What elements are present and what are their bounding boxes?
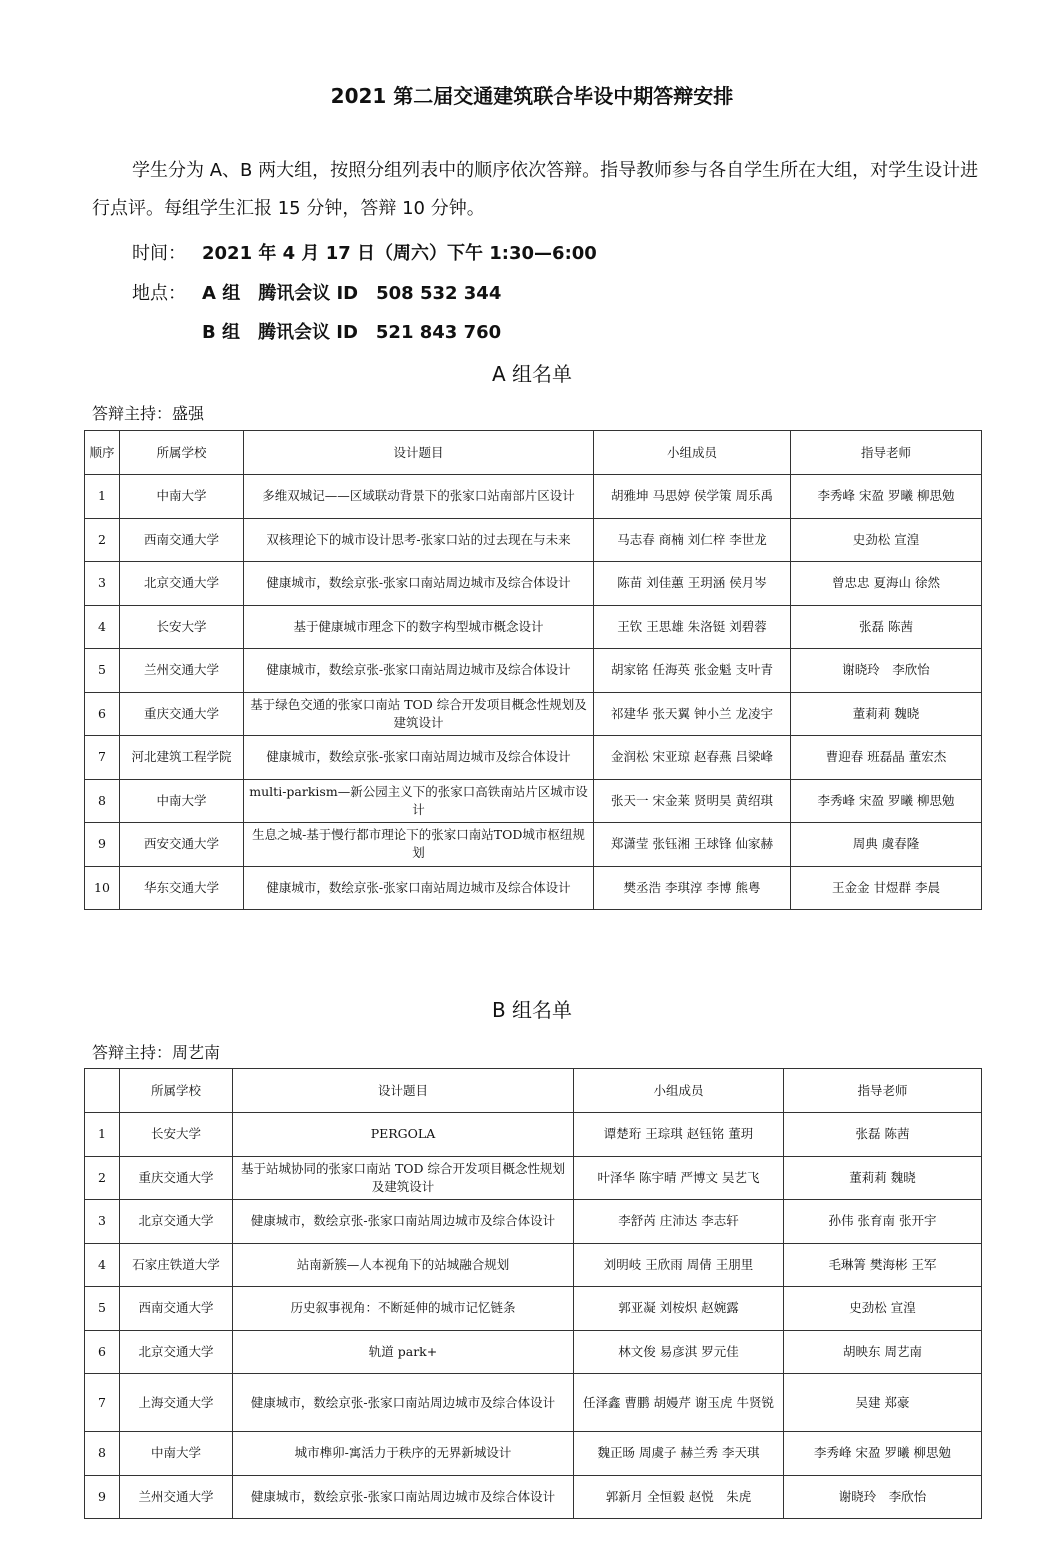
cell-topic: 健康城市，数绘京张-张家口南站周边城市及综合体设计 (244, 736, 594, 780)
cell-topic: 基于健康城市理念下的数字构型城市概念设计 (244, 605, 594, 649)
group-a-title: A 组名单 (491, 362, 573, 386)
table-row (85, 649, 982, 693)
cell-school: 西南交通大学 (120, 1287, 233, 1331)
cell-order: 9 (85, 1475, 120, 1519)
cell-members: 胡雅坤 马思婷 侯学策 周乐禹 (594, 475, 791, 519)
cell-members: 陈苗 刘佳蕙 王玥涵 侯月岑 (594, 562, 791, 606)
cell-members: 任泽鑫 曹鹏 胡嫚芹 谢玉虎 牛贤锐 (574, 1374, 784, 1432)
group-b-host: 答辩主持：周艺南 (92, 1043, 221, 1062)
cell-members: 张天一 宋金莱 贤明昊 黄绍琪 (594, 779, 791, 823)
cell-topic: 健康城市，数绘京张-张家口南站周边城市及综合体设计 (233, 1374, 574, 1432)
cell-topic: 历史叙事视角：不断延伸的城市记忆链条 (233, 1287, 574, 1331)
table-row (85, 866, 982, 910)
cell-advisors: 吴建 郑豪 (784, 1374, 982, 1432)
group-a-host: 答辩主持：盛强 (92, 404, 205, 423)
cell-members: 刘明岐 王欣雨 周倩 王朋里 (574, 1243, 784, 1287)
cell-members: 林文俊 易彦淇 罗元佳 (574, 1330, 784, 1374)
cell-order: 6 (85, 692, 120, 736)
header-school: 所属学校 (120, 1069, 233, 1113)
cell-advisors: 孙伟 张育南 张开宇 (784, 1200, 982, 1244)
cell-topic: 基于绿色交通的张家口南站 TOD 综合开发项目概念性规划及建筑设计 (244, 692, 594, 736)
cell-school: 西南交通大学 (120, 518, 244, 562)
table-row (85, 1113, 982, 1157)
cell-school: 长安大学 (120, 1113, 233, 1157)
cell-order: 3 (85, 1200, 120, 1244)
cell-members: 王钦 王思雄 朱洛铤 刘碧蓉 (594, 605, 791, 649)
cell-advisors: 张磊 陈茜 (791, 605, 982, 649)
group-a-table (84, 430, 982, 910)
table-row (85, 1243, 982, 1287)
cell-advisors: 曹迎春 班磊晶 董宏杰 (791, 736, 982, 780)
cell-school: 上海交通大学 (120, 1374, 233, 1432)
table-header-row (85, 1069, 982, 1113)
cell-school: 西安交通大学 (120, 823, 244, 867)
cell-topic: 生息之城-基于慢行都市理论下的张家口南站TOD城市枢纽规划 (244, 823, 594, 867)
cell-topic: 健康城市，数绘京张-张家口南站周边城市及综合体设计 (244, 866, 594, 910)
cell-advisors: 周典 虞春隆 (791, 823, 982, 867)
table-row (85, 1156, 982, 1200)
header-advisors: 指导老师 (784, 1069, 982, 1113)
table-row (85, 605, 982, 649)
cell-advisors: 史劲松 宣湟 (784, 1287, 982, 1331)
table-row (85, 736, 982, 780)
cell-members: 谭楚珩 王琮琪 赵钰铭 董玥 (574, 1113, 784, 1157)
cell-school: 北京交通大学 (120, 1330, 233, 1374)
cell-order: 8 (85, 1432, 120, 1476)
cell-advisors: 胡映东 周艺南 (784, 1330, 982, 1374)
table-row (85, 692, 982, 736)
time-label: 时间： (132, 243, 186, 264)
table-row (85, 1475, 982, 1519)
cell-advisors: 曾忠忠 夏海山 徐然 (791, 562, 982, 606)
cell-advisors: 毛琳箐 樊海彬 王军 (784, 1243, 982, 1287)
cell-school: 长安大学 (120, 605, 244, 649)
cell-members: 胡家铭 任海英 张金魁 支叶青 (594, 649, 791, 693)
table-row (85, 1374, 982, 1432)
cell-topic: 健康城市，数绘京张-张家口南站周边城市及综合体设计 (244, 649, 594, 693)
cell-members: 祁建华 张天翼 钟小兰 龙凌宇 (594, 692, 791, 736)
cell-advisors: 董莉莉 魏晓 (784, 1156, 982, 1200)
cell-order: 6 (85, 1330, 120, 1374)
cell-topic: multi-parkism—新公园主义下的张家口高铁南站片区城市设计 (244, 779, 594, 823)
cell-members: 郭亚凝 刘桉炽 赵婉露 (574, 1287, 784, 1331)
cell-order: 3 (85, 562, 120, 606)
cell-order: 7 (85, 1374, 120, 1432)
cell-topic: 双核理论下的城市设计思考-张家口站的过去现在与未来 (244, 518, 594, 562)
cell-advisors: 李秀峰 宋盈 罗曦 柳思勉 (791, 475, 982, 519)
cell-order: 2 (85, 518, 120, 562)
cell-order: 9 (85, 823, 120, 867)
cell-order: 10 (85, 866, 120, 910)
table-row (85, 823, 982, 867)
cell-topic: 站南新簇—人本视角下的站城融合规划 (233, 1243, 574, 1287)
table-row (85, 1432, 982, 1476)
cell-order: 7 (85, 736, 120, 780)
cell-school: 华东交通大学 (120, 866, 244, 910)
cell-school: 石家庄铁道大学 (120, 1243, 233, 1287)
header-topic: 设计题目 (244, 431, 594, 475)
cell-school: 中南大学 (120, 779, 244, 823)
cell-order: 2 (85, 1156, 120, 1200)
cell-school: 河北建筑工程学院 (120, 736, 244, 780)
cell-school: 兰州交通大学 (120, 649, 244, 693)
cell-members: 李舒芮 庄沛达 李志轩 (574, 1200, 784, 1244)
cell-school: 重庆交通大学 (120, 1156, 233, 1200)
cell-school: 重庆交通大学 (120, 692, 244, 736)
group-b-title: B 组名单 (491, 998, 573, 1022)
header-members: 小组成员 (594, 431, 791, 475)
table-row (85, 518, 982, 562)
cell-school: 中南大学 (120, 1432, 233, 1476)
place-a: A 组 腾讯会议 ID 508 532 344 (202, 283, 502, 304)
table-header-row (85, 431, 982, 475)
cell-members: 樊丞浩 李琪淳 李博 熊粤 (594, 866, 791, 910)
place-b: B 组 腾讯会议 ID 521 843 760 (202, 322, 502, 343)
cell-topic: 健康城市，数绘京张-张家口南站周边城市及综合体设计 (233, 1475, 574, 1519)
cell-topic: 基于站城协同的张家口南站 TOD 综合开发项目概念性规划及建筑设计 (233, 1156, 574, 1200)
cell-topic: PERGOLA (233, 1113, 574, 1157)
header-members: 小组成员 (574, 1069, 784, 1113)
cell-order: 4 (85, 605, 120, 649)
place-label: 地点： (132, 283, 186, 304)
table-row (85, 779, 982, 823)
cell-members: 魏正旸 周虞子 赫兰秀 李天琪 (574, 1432, 784, 1476)
cell-advisors: 谢晓玲 李欣怡 (791, 649, 982, 693)
document-title: 2021 第二届交通建筑联合毕设中期答辩安排 (330, 84, 734, 108)
group-b-table (84, 1068, 982, 1519)
table-row (85, 475, 982, 519)
cell-members: 郭新月 全恒毅 赵悦 朱虎 (574, 1475, 784, 1519)
cell-members: 郑潇莹 张钰湘 王球锋 仙家赫 (594, 823, 791, 867)
header-order (85, 1069, 120, 1113)
cell-school: 北京交通大学 (120, 562, 244, 606)
table-row (85, 562, 982, 606)
cell-members: 马志春 商楠 刘仁梓 李世龙 (594, 518, 791, 562)
header-topic: 设计题目 (233, 1069, 574, 1113)
time-value: 2021 年 4 月 17 日（周六）下午 1:30—6:00 (202, 243, 597, 264)
cell-order: 8 (85, 779, 120, 823)
header-order: 顺序 (85, 431, 120, 475)
cell-school: 北京交通大学 (120, 1200, 233, 1244)
cell-topic: 健康城市，数绘京张-张家口南站周边城市及综合体设计 (244, 562, 594, 606)
cell-order: 4 (85, 1243, 120, 1287)
cell-members: 金润松 宋亚琼 赵春燕 吕梁峰 (594, 736, 791, 780)
cell-school: 中南大学 (120, 475, 244, 519)
intro-paragraph: 学生分为 A、B 两大组，按照分组列表中的顺序依次答辩。指导教师参与各自学生所在大组，对学生设计进行点评。每组学生汇报 15 分钟，答辩 10 分钟。 (92, 160, 979, 219)
cell-advisors: 李秀峰 宋盈 罗曦 柳思勉 (784, 1432, 982, 1476)
table-row (85, 1200, 982, 1244)
cell-order: 1 (85, 1113, 120, 1157)
cell-order: 5 (85, 649, 120, 693)
table-row (85, 1287, 982, 1331)
cell-school: 兰州交通大学 (120, 1475, 233, 1519)
cell-topic: 轨道 park+ (233, 1330, 574, 1374)
cell-members: 叶泽华 陈宇晴 严博文 吴艺飞 (574, 1156, 784, 1200)
cell-advisors: 史劲松 宣湟 (791, 518, 982, 562)
table-row (85, 1330, 982, 1374)
cell-order: 5 (85, 1287, 120, 1331)
cell-advisors: 董莉莉 魏晓 (791, 692, 982, 736)
cell-advisors: 张磊 陈茜 (784, 1113, 982, 1157)
cell-topic: 城市榫卯-寓活力于秩序的无界新城设计 (233, 1432, 574, 1476)
cell-advisors: 谢晓玲 李欣怡 (784, 1475, 982, 1519)
cell-topic: 多维双城记——区域联动背景下的张家口站南部片区设计 (244, 475, 594, 519)
header-school: 所属学校 (120, 431, 244, 475)
header-advisors: 指导老师 (791, 431, 982, 475)
cell-topic: 健康城市，数绘京张-张家口南站周边城市及综合体设计 (233, 1200, 574, 1244)
cell-advisors: 李秀峰 宋盈 罗曦 柳思勉 (791, 779, 982, 823)
cell-advisors: 王金金 甘煜群 李晨 (791, 866, 982, 910)
cell-order: 1 (85, 475, 120, 519)
